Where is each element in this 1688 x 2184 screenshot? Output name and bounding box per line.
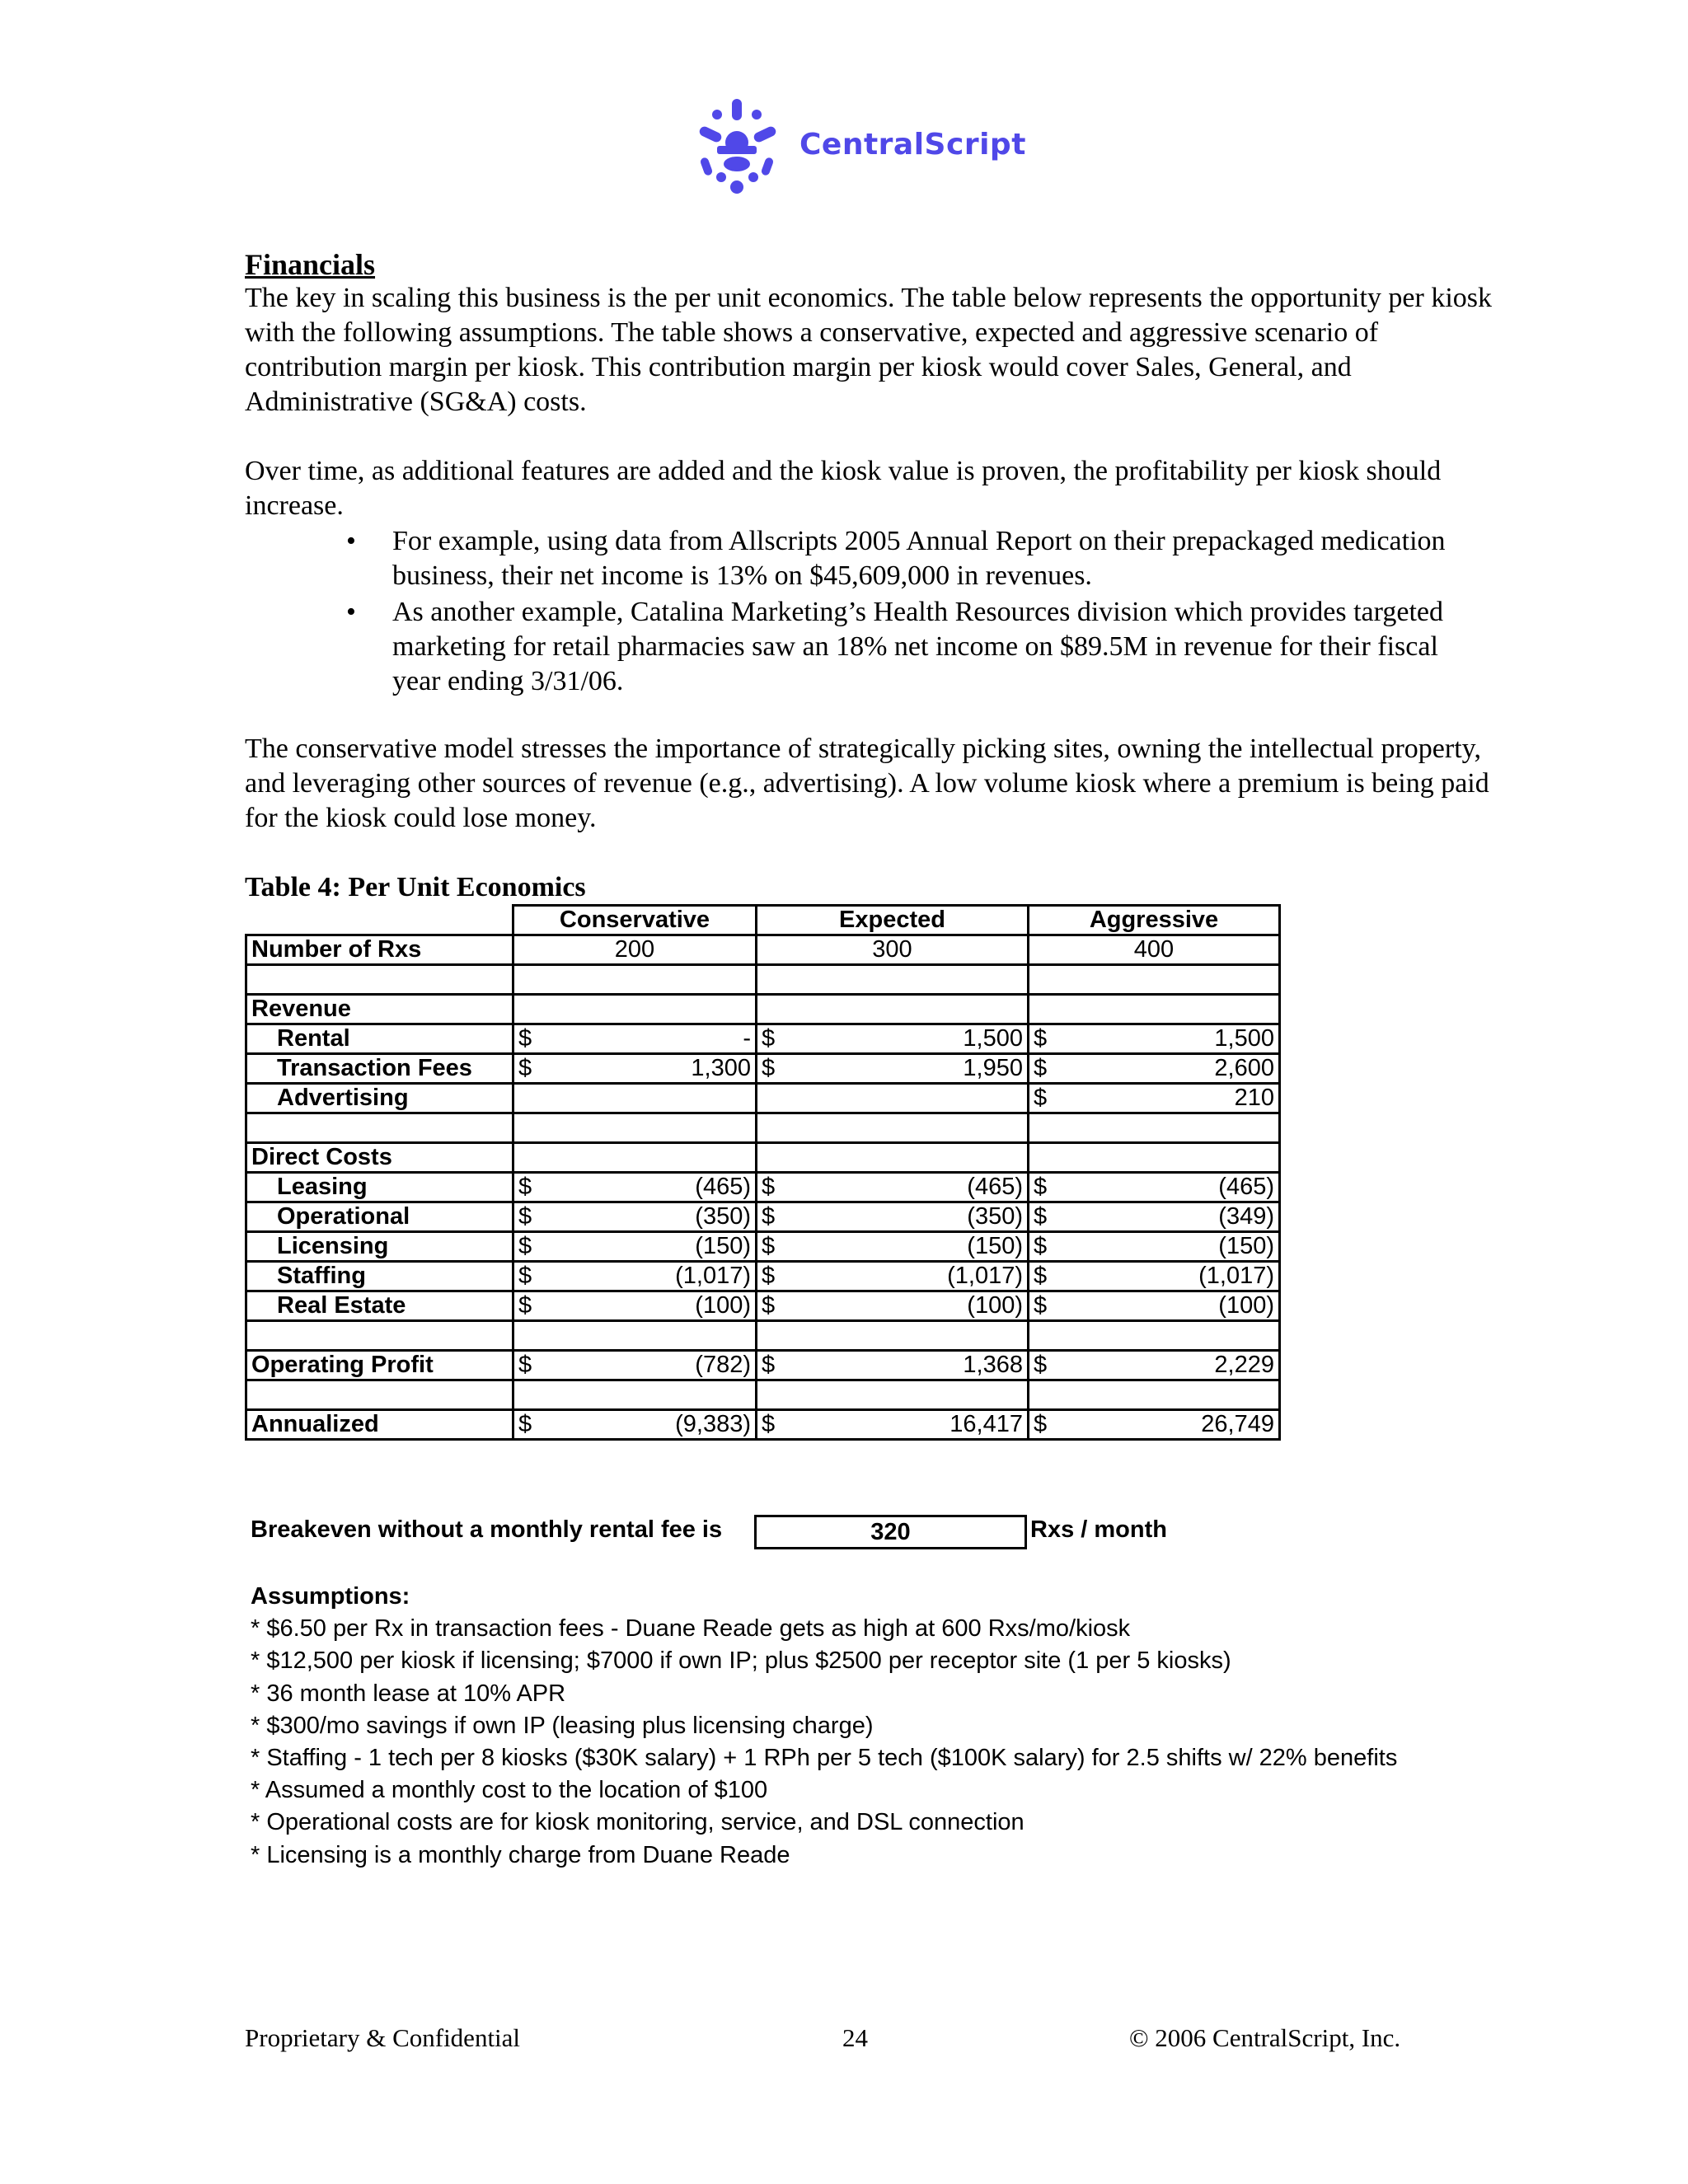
cell-value: 400 bbox=[1029, 935, 1280, 965]
breakeven-label: Breakeven without a monthly rental fee is bbox=[251, 1516, 723, 1543]
row-label: Transaction Fees bbox=[246, 1054, 513, 1084]
cell-value: $ (100) bbox=[1029, 1291, 1280, 1321]
row-label: Operational bbox=[246, 1202, 513, 1232]
cell-value: $ (100) bbox=[513, 1291, 757, 1321]
cell-value: $ (465) bbox=[1029, 1173, 1280, 1202]
table-row bbox=[246, 995, 1280, 1024]
row-label: Rental bbox=[246, 1024, 513, 1054]
cell-value: $ (1,017) bbox=[513, 1262, 757, 1291]
cell-value: $ 1,500 bbox=[1029, 1024, 1280, 1054]
row-label: Staffing bbox=[246, 1262, 513, 1291]
header-conservative: Conservative bbox=[513, 906, 757, 935]
cell-value: $ 1,950 bbox=[757, 1054, 1029, 1084]
header-aggressive: Aggressive bbox=[1029, 906, 1280, 935]
table-row bbox=[246, 1202, 1280, 1232]
table-row-empty bbox=[246, 1321, 1280, 1351]
cell-value: $ 210 bbox=[1029, 1084, 1280, 1113]
table-row bbox=[246, 1143, 1280, 1173]
conservative-model-paragraph: The conservative model stresses the importance of strategically picking sites, owning the intellectual property, and leveraging other sources of revenue (e.g., advertising). A low volume kiosk where a premium is being paid for the kiosk could lose money. bbox=[245, 733, 1489, 833]
assumptions-title: Assumptions: bbox=[251, 1583, 410, 1610]
cell-value: $ 1,368 bbox=[757, 1351, 1029, 1380]
table-row bbox=[246, 1232, 1280, 1262]
list-item: * $6.50 per Rx in transaction fees - Duane Reade gets as high at 600 Rxs/mo/kiosk bbox=[251, 1615, 1131, 1643]
cell-value: $ (350) bbox=[757, 1202, 1029, 1232]
cell-value: $ (465) bbox=[513, 1173, 757, 1202]
profitability-paragraph: Over time, as additional features are added and the kiosk value is proven, the profitability per kiosk should increase. bbox=[245, 456, 1442, 521]
table-caption: Table 4: Per Unit Economics bbox=[245, 872, 586, 902]
row-label: Number of Rxs bbox=[246, 935, 513, 965]
cell-value: $ 1,300 bbox=[513, 1054, 757, 1084]
page-number: 24 bbox=[842, 2023, 868, 2052]
row-label: Real Estate bbox=[246, 1291, 513, 1321]
table-row bbox=[246, 1054, 1280, 1084]
cell-value: $ (350) bbox=[513, 1202, 757, 1232]
cell-value: $ 1,500 bbox=[757, 1024, 1029, 1054]
intro-paragraph: The key in scaling this business is the per unit economics. The table below represents the opportunity per kiosk with the following assumptions. The table shows a conservative, expected and aggressive scenario of contribution margin per kiosk. This contribution margin per kiosk would cover Sales, General, and Administrative (SG&A) costs. bbox=[245, 283, 1492, 417]
table-row-empty bbox=[246, 965, 1280, 995]
cell-value: $ (150) bbox=[757, 1232, 1029, 1262]
cell-value: $ 16,417 bbox=[757, 1410, 1029, 1440]
cell-value: $ (1,017) bbox=[757, 1262, 1029, 1291]
cell-value bbox=[757, 1084, 1029, 1113]
table-row bbox=[246, 935, 1280, 965]
cell-value: $ (150) bbox=[1029, 1232, 1280, 1262]
row-label: Advertising bbox=[246, 1084, 513, 1113]
list-item: * Operational costs are for kiosk monitoring, service, and DSL connection bbox=[251, 1809, 1025, 1836]
table-header-row bbox=[246, 906, 1280, 935]
per-unit-economics-table bbox=[245, 904, 1281, 1441]
table-row bbox=[246, 1024, 1280, 1054]
list-item: * Licensing is a monthly charge from Duane Reade bbox=[251, 1841, 790, 1868]
row-label: Annualized bbox=[246, 1410, 513, 1440]
bullet-item: • As another example, Catalina Marketing’s Health Resources division which provides targeted marketing for retail pharmacies saw an 18% net income on $89.5M in revenue for their fiscal year ending 3/31/06. bbox=[346, 597, 1443, 696]
cell-value: $ (100) bbox=[757, 1291, 1029, 1321]
breakeven-unit: Rxs / month bbox=[1030, 1516, 1167, 1543]
section-label: Direct Costs bbox=[246, 1143, 513, 1173]
footer-left: Proprietary & Confidential bbox=[245, 2023, 521, 2052]
table-row bbox=[246, 1262, 1280, 1291]
table-row bbox=[246, 1084, 1280, 1113]
cell-value: $ (9,383) bbox=[513, 1410, 757, 1440]
bullet-item: • For example, using data from Allscripts 2005 Annual Report on their prepackaged medication business, their net income is 13% on $45,609,000 in revenues. bbox=[346, 526, 1446, 591]
row-label: Licensing bbox=[246, 1232, 513, 1262]
footer-right: © 2006 CentralScript, Inc. bbox=[1129, 2023, 1401, 2052]
list-item: * $300/mo savings if own IP (leasing plus licensing charge) bbox=[251, 1712, 874, 1739]
table-row bbox=[246, 1410, 1280, 1440]
breakeven-value: 320 bbox=[754, 1515, 1027, 1549]
cell-value: $ (1,017) bbox=[1029, 1262, 1280, 1291]
cell-value: $ (782) bbox=[513, 1351, 757, 1380]
list-item: * Staffing - 1 tech per 8 kiosks ($30K salary) + 1 RPh per 5 tech ($100K salary) for 2.5 shifts w/ 22% benefits bbox=[251, 1745, 1398, 1772]
cell-value: $ (465) bbox=[757, 1173, 1029, 1202]
cell-value: $ 2,600 bbox=[1029, 1054, 1280, 1084]
section-heading: Financials bbox=[245, 248, 376, 281]
table-row bbox=[246, 1351, 1280, 1380]
cell-value: 300 bbox=[757, 935, 1029, 965]
row-label: Leasing bbox=[246, 1173, 513, 1202]
cell-value bbox=[513, 1084, 757, 1113]
logo-pills-icon bbox=[684, 95, 791, 206]
row-label: Operating Profit bbox=[246, 1351, 513, 1380]
assumptions-block bbox=[251, 1581, 1397, 1872]
list-item: * Assumed a monthly cost to the location of $100 bbox=[251, 1777, 768, 1804]
cell-value: $ 26,749 bbox=[1029, 1410, 1280, 1440]
example-bullets bbox=[346, 524, 1467, 699]
list-item: * $12,500 per kiosk if licensing; $7000 if own IP; plus $2500 per receptor site (1 per 5 kiosks) bbox=[251, 1647, 1231, 1675]
header-expected: Expected bbox=[757, 906, 1029, 935]
cell-value: $ - bbox=[513, 1024, 757, 1054]
logo-text: CentralScript bbox=[799, 128, 1026, 162]
list-item: * 36 month lease at 10% APR bbox=[251, 1680, 566, 1707]
cell-value: 200 bbox=[513, 935, 757, 965]
table-row-empty bbox=[246, 1380, 1280, 1410]
cell-value: $ 2,229 bbox=[1029, 1351, 1280, 1380]
cell-value: $ (150) bbox=[513, 1232, 757, 1262]
table-row bbox=[246, 1291, 1280, 1321]
cell-value: $ (349) bbox=[1029, 1202, 1280, 1232]
section-label: Revenue bbox=[246, 995, 513, 1024]
header-blank bbox=[246, 906, 513, 935]
centralscript-logo bbox=[684, 95, 1039, 206]
table-row-empty bbox=[246, 1113, 1280, 1143]
table-row bbox=[246, 1173, 1280, 1202]
